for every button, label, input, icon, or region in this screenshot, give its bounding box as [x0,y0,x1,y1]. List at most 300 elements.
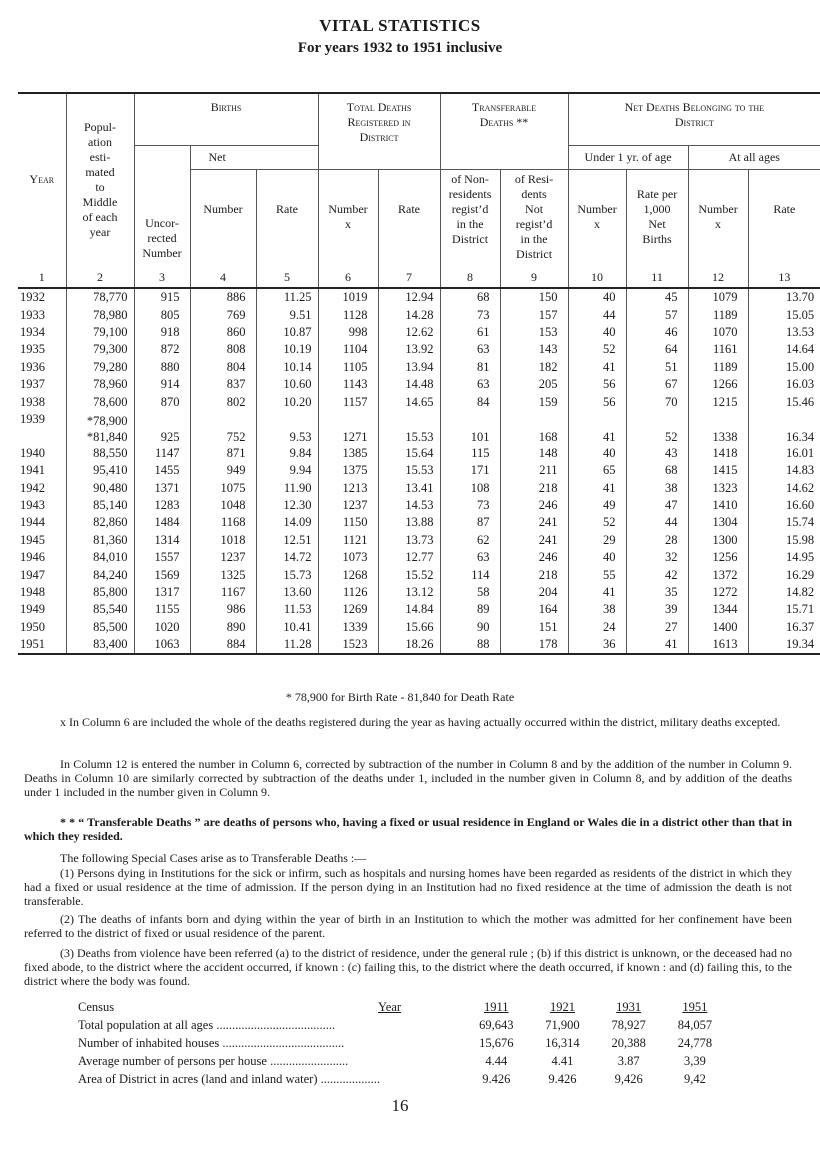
year-cell: 1942 [20,480,45,495]
under-1-rate-cell: 52 [626,411,688,445]
under-1-rate-cell: 41 [626,636,688,654]
birth-rate-cell: 9.53 [256,411,318,445]
table-row [18,514,820,531]
year-cell: 1948 [20,585,45,600]
census-value: 84,057 [677,1018,713,1032]
death-rate-cell: 13.41 [378,480,440,497]
death-rate-cell: 18.26 [378,636,440,654]
non-residents-cell: 89 [440,601,500,618]
birth-rate-cell: 10.19 [256,341,318,358]
uncorrected-births-cell: 1371 [134,480,190,497]
uncorrected-births-cell: 1063 [134,636,190,654]
death-rate-cell: 14.28 [378,306,440,323]
birth-rate-cell: 11.25 [256,288,318,306]
deaths-number-cell: 1105 [318,359,378,376]
all-ages-number-cell: 1418 [688,445,748,462]
net-births-number-cell: 808 [190,341,256,358]
residents-cell: 246 [500,497,568,514]
census-row [78,1034,728,1052]
census-value: 78,927 [611,1018,646,1032]
population-header: Popul- ation esti- mated to Middle of each year [66,93,134,265]
non-residents-cell: 62 [440,532,500,549]
under-1-number-cell: 49 [568,497,626,514]
population-cell: 78,600 [66,393,134,410]
under-1-number-header: Number x [568,169,626,265]
column-number: 5 [256,265,318,288]
all-ages-rate-cell: 14.64 [748,341,820,358]
census-row-label: Area of District in acres (land and inland water) ................... [78,1072,380,1086]
census-value: 3.87 [617,1054,640,1068]
census-value: 3,39 [683,1054,706,1068]
under-1-number-cell: 40 [568,549,626,566]
net-deaths-group-header: Net Deaths Belonging to the District [568,93,820,145]
year-cell: 1949 [20,602,45,617]
year-cell: 1939 [20,411,45,426]
population-cell: 78,960 [66,376,134,393]
under-1-rate-cell: 45 [626,288,688,306]
non-residents-cell: 108 [440,480,500,497]
residents-cell: 205 [500,376,568,393]
death-rate-cell: 13.12 [378,584,440,601]
table-row [18,497,820,514]
under-1-number-cell: 41 [568,584,626,601]
under-1-number-cell: 40 [568,288,626,306]
all-ages-number-cell: 1400 [688,619,748,636]
table-row [18,636,820,654]
uncorrected-births-cell: 1317 [134,584,190,601]
year-cell: 1934 [20,324,45,339]
population-cell: 85,540 [66,601,134,618]
column-number: 3 [134,265,190,288]
column-number: 8 [440,265,500,288]
net-births-number-cell: 949 [190,462,256,479]
net-births-number-cell: 804 [190,359,256,376]
deaths-number-cell: 1268 [318,566,378,583]
deaths-rate-header: Rate [378,169,440,265]
birth-rate-cell: 11.53 [256,601,318,618]
under-1-rate-cell: 32 [626,549,688,566]
residents-cell: 241 [500,514,568,531]
all-ages-rate-cell: 14.83 [748,462,820,479]
non-residents-cell: 58 [440,584,500,601]
population-death-rate-value: *81,840 [86,429,128,444]
under-1-number-cell: 52 [568,341,626,358]
deaths-number-cell: 1269 [318,601,378,618]
table-row [18,341,820,358]
uncorrected-births-cell: 805 [134,306,190,323]
under-1-header: Under 1 yr. of age [568,145,688,169]
all-ages-number-cell: 1079 [688,288,748,306]
non-residents-cell: 88 [440,636,500,654]
residents-cell: 150 [500,288,568,306]
all-ages-rate-cell: 14.62 [748,480,820,497]
table-row [18,359,820,376]
net-births-header: Net [190,145,318,169]
special-case-1: (1) Persons dying in Institutions for the sick or infirm, such as hospitals and nursing homes have been regarded as residents of the district in which they had a fixed or usual residence at the time of admission. If the person dying in an Institution had no fixed residence at the time of admission the death is not transferable. [24,866,792,908]
under-1-rate-cell: 43 [626,445,688,462]
census-row [78,1052,728,1070]
table-row [18,584,820,601]
uncorrected-births-cell: 914 [134,376,190,393]
all-ages-rate-cell: 16.01 [748,445,820,462]
census-value: 16,314 [545,1036,580,1050]
population-cell: 95,410 [66,462,134,479]
net-births-number-cell: 884 [190,636,256,654]
birth-rate-cell: 10.60 [256,376,318,393]
birth-rate-cell: 10.41 [256,619,318,636]
population-cell: 84,240 [66,566,134,583]
census-label: Census [78,1000,115,1014]
all-ages-number-cell: 1161 [688,341,748,358]
non-residents-cell: 87 [440,514,500,531]
death-rate-cell: 14.65 [378,393,440,410]
non-residents-cell: 81 [440,359,500,376]
death-rate-cell: 13.73 [378,532,440,549]
year-cell: 1937 [20,377,45,392]
birth-rate-cell: 9.51 [256,306,318,323]
census-header [78,998,463,1016]
census-value: 9.426 [548,1072,577,1086]
net-births-number-cell: 1048 [190,497,256,514]
under-1-rate-cell: 70 [626,393,688,410]
deaths-number-cell: 1157 [318,393,378,410]
deaths-number-cell: 1385 [318,445,378,462]
net-births-number-cell: 1075 [190,480,256,497]
population-cell: 79,100 [66,324,134,341]
all-ages-header: At all ages [688,145,820,169]
all-ages-number-cell: 1266 [688,376,748,393]
death-rate-cell: 13.88 [378,514,440,531]
all-ages-number-cell: 1215 [688,393,748,410]
birth-rate-cell: 9.84 [256,445,318,462]
non-residents-cell: 63 [440,341,500,358]
table-row [18,411,820,445]
table-row [18,324,820,341]
residents-not-registered-header: of Resi- dents Not regist’d in the District [500,169,568,265]
all-ages-number-cell: 1372 [688,566,748,583]
net-births-number-cell: 802 [190,393,256,410]
net-births-number-cell: 752 [190,411,256,445]
death-rate-cell: 15.53 [378,462,440,479]
special-cases-intro: The following Special Cases arise as to Transferable Deaths :— [60,851,367,865]
deaths-number-header: Number x [318,169,378,265]
all-ages-rate-cell: 16.03 [748,376,820,393]
residents-cell: 246 [500,549,568,566]
under-1-number-cell: 56 [568,393,626,410]
birth-rate-cell: 9.94 [256,462,318,479]
page-subtitle: For years 1932 to 1951 inclusive [297,40,503,56]
all-ages-number-cell: 1323 [688,480,748,497]
table-row [18,549,820,566]
non-residents-header: of Non- residents regist’d in the District [440,169,500,265]
deaths-number-cell: 1104 [318,341,378,358]
all-ages-number-cell: 1415 [688,462,748,479]
residents-cell: 218 [500,566,568,583]
all-ages-number-cell: 1613 [688,636,748,654]
all-ages-rate-cell: 15.98 [748,532,820,549]
residents-cell: 159 [500,393,568,410]
population-cell: 90,480 [66,480,134,497]
year-header: Year [18,93,66,265]
deaths-number-cell: 1271 [318,411,378,445]
population-cell [66,411,134,445]
deaths-number-cell: 1375 [318,462,378,479]
column-number-row [18,265,820,288]
under-1-rate-cell: 67 [626,376,688,393]
under-1-rate-cell: 57 [626,306,688,323]
census-row-label: Number of inhabited houses ....................................... [78,1036,345,1050]
residents-cell: 148 [500,445,568,462]
under-1-rate-cell: 46 [626,324,688,341]
census-header-row [78,998,728,1016]
population-cell: 79,300 [66,341,134,358]
under-1-rate-cell: 51 [626,359,688,376]
all-ages-number-cell: 1410 [688,497,748,514]
non-residents-cell: 73 [440,497,500,514]
birth-rate-cell: 12.30 [256,497,318,514]
census-row-label: Total population at all ages ...................................... [78,1018,336,1032]
year-cell: 1933 [20,307,45,322]
census-value: 9.426 [482,1072,511,1086]
all-ages-rate-cell: 15.05 [748,306,820,323]
non-residents-cell: 101 [440,411,500,445]
all-ages-number-cell: 1304 [688,514,748,531]
residents-cell: 151 [500,619,568,636]
census-year: 1931 [616,1000,642,1014]
under-1-number-cell: 29 [568,532,626,549]
population-cell: 78,980 [66,306,134,323]
table-row [18,288,820,306]
residents-cell: 153 [500,324,568,341]
under-1-rate-cell: 68 [626,462,688,479]
table-row [18,532,820,549]
under-1-number-cell: 38 [568,601,626,618]
vital-statistics-table [18,92,820,655]
table-row [18,462,820,479]
death-rate-cell: 13.94 [378,359,440,376]
uncorrected-births-cell: 925 [134,411,190,445]
column-number: 2 [66,265,134,288]
all-ages-number-cell: 1189 [688,359,748,376]
net-births-number-cell: 1018 [190,532,256,549]
all-ages-rate-cell: 16.29 [748,566,820,583]
non-residents-cell: 68 [440,288,500,306]
deaths-number-cell: 1073 [318,549,378,566]
population-cell: 81,360 [66,532,134,549]
all-ages-rate-header: Rate [748,169,820,265]
under-1-number-cell: 41 [568,480,626,497]
all-ages-rate-cell: 16.34 [748,411,820,445]
census-value: 9,426 [614,1072,643,1086]
under-1-number-cell: 55 [568,566,626,583]
deaths-number-cell: 1143 [318,376,378,393]
census-value: 4.41 [551,1054,574,1068]
uncorrected-births-cell: 1455 [134,462,190,479]
under-1-number-cell: 65 [568,462,626,479]
population-cell: 88,550 [66,445,134,462]
year-cell: 1935 [20,342,45,357]
table-row [18,566,820,583]
column-6-note: x In Column 6 are included the whole of the deaths registered during the year as having actually occurred within the district, military deaths excepted. [60,715,781,729]
under-1-number-cell: 52 [568,514,626,531]
all-ages-rate-cell: 15.00 [748,359,820,376]
net-births-number-cell: 986 [190,601,256,618]
census-table [78,998,728,1088]
table-row [18,619,820,636]
population-cell: 84,010 [66,549,134,566]
non-residents-cell: 171 [440,462,500,479]
census-value: 24,778 [677,1036,713,1050]
under-1-rate-cell: 39 [626,601,688,618]
death-rate-cell: 14.53 [378,497,440,514]
all-ages-number-cell: 1256 [688,549,748,566]
net-births-number-cell: 1237 [190,549,256,566]
net-births-number-cell: 871 [190,445,256,462]
uncorrected-number-header: Uncor- rected Number [134,145,190,265]
all-ages-number-cell: 1300 [688,532,748,549]
year-cell: 1932 [20,290,45,305]
birth-rate-cell: 10.20 [256,393,318,410]
table-row [18,393,820,410]
under-1-rate-header: Rate per 1,000 Net Births [626,169,688,265]
uncorrected-births-cell: 1569 [134,566,190,583]
death-rate-cell: 14.48 [378,376,440,393]
year-cell: 1941 [20,463,45,478]
death-rate-cell: 14.84 [378,601,440,618]
year-cell: 1950 [20,619,45,634]
all-ages-number-cell: 1189 [688,306,748,323]
census-value: 9,42 [683,1072,706,1086]
under-1-number-cell: 40 [568,324,626,341]
under-1-rate-cell: 47 [626,497,688,514]
under-1-number-cell: 41 [568,411,626,445]
column-number: 12 [688,265,748,288]
year-cell: 1944 [20,515,45,530]
death-rate-cell: 12.62 [378,324,440,341]
all-ages-number-header: Number x [688,169,748,265]
residents-cell: 241 [500,532,568,549]
column-number: 6 [318,265,378,288]
table-row [18,306,820,323]
death-rate-cell: 15.53 [378,411,440,445]
census-value: 4.44 [485,1054,508,1068]
deaths-number-cell: 1128 [318,306,378,323]
death-rate-cell: 15.52 [378,566,440,583]
net-births-number-cell: 860 [190,324,256,341]
all-ages-rate-cell: 15.46 [748,393,820,410]
uncorrected-births-cell: 1283 [134,497,190,514]
census-row [78,1070,728,1088]
census-value: 20,388 [611,1036,646,1050]
under-1-rate-cell: 44 [626,514,688,531]
under-1-rate-cell: 28 [626,532,688,549]
net-births-number-cell: 1167 [190,584,256,601]
deaths-number-cell: 1150 [318,514,378,531]
special-case-2: (2) The deaths of infants born and dying within the year of birth in an Institution to which the mother was admitted for her confinement have been referred to the district of fixed or usual residence of the parent. [24,912,792,940]
all-ages-number-cell: 1272 [688,584,748,601]
year-cell: 1936 [20,359,45,374]
all-ages-number-cell: 1344 [688,601,748,618]
page-number: 16 [391,1096,409,1115]
non-residents-cell: 114 [440,566,500,583]
column-number: 7 [378,265,440,288]
table-row [18,480,820,497]
population-cell: 85,500 [66,619,134,636]
year-cell: 1947 [20,567,45,582]
year-cell: 1940 [20,445,45,460]
column-number: 10 [568,265,626,288]
net-births-number-cell: 837 [190,376,256,393]
column-number: 9 [500,265,568,288]
all-ages-rate-cell: 16.60 [748,497,820,514]
births-number-header: Number [190,169,256,265]
population-cell: 83,400 [66,636,134,654]
column-number: 13 [748,265,820,288]
residents-cell: 157 [500,306,568,323]
residents-cell: 168 [500,411,568,445]
residents-cell: 182 [500,359,568,376]
deaths-number-cell: 1237 [318,497,378,514]
transferable-deaths-definition: * * “ Transferable Deaths ” are deaths of persons who, having a fixed or usual residence in England or Wales die in a district other than that in which they resided. [24,815,792,843]
census-year: 1921 [549,1000,575,1014]
non-residents-cell: 63 [440,549,500,566]
birth-rate-cell: 14.72 [256,549,318,566]
all-ages-rate-cell: 13.53 [748,324,820,341]
special-case-3: (3) Deaths from violence have been referred (a) to the district of residence, under the general rule ; (b) if this district is unknown, or the deceased had no fixed abode, to the district where the accident occurred, if known : (c) failing this, to the district where the death occurred, if known : and (d) failing this, to the district where the body was found. [24,946,792,988]
population-cell: 78,770 [66,288,134,306]
under-1-number-cell: 56 [568,376,626,393]
under-1-rate-cell: 35 [626,584,688,601]
population-cell: 85,800 [66,584,134,601]
population-cell: 79,280 [66,359,134,376]
table-row [18,376,820,393]
residents-cell: 204 [500,584,568,601]
uncorrected-births-cell: 1020 [134,619,190,636]
non-residents-cell: 61 [440,324,500,341]
census-year: 1951 [682,1000,708,1014]
year-cell: 1945 [20,532,45,547]
residents-cell: 211 [500,462,568,479]
net-births-number-cell: 886 [190,288,256,306]
non-residents-cell: 84 [440,393,500,410]
birth-rate-cell: 13.60 [256,584,318,601]
residents-cell: 164 [500,601,568,618]
birth-rate-cell: 11.28 [256,636,318,654]
residents-cell: 178 [500,636,568,654]
table-row [18,445,820,462]
year-cell: 1938 [20,394,45,409]
uncorrected-births-cell: 1155 [134,601,190,618]
population-footnote: * 78,900 for Birth Rate - 81,840 for Death Rate [285,690,515,704]
census-value: 15,676 [479,1036,514,1050]
total-deaths-group-header: Total Deaths Registered in District [318,93,440,169]
uncorrected-births-cell: 872 [134,341,190,358]
all-ages-number-cell: 1338 [688,411,748,445]
birth-rate-cell: 10.87 [256,324,318,341]
all-ages-rate-cell: 15.71 [748,601,820,618]
transferable-deaths-group-header: Transferable Deaths ** [440,93,568,169]
birth-rate-cell: 15.73 [256,566,318,583]
uncorrected-births-cell: 915 [134,288,190,306]
under-1-number-cell: 44 [568,306,626,323]
death-rate-cell: 15.64 [378,445,440,462]
death-rate-cell: 15.66 [378,619,440,636]
population-cell: 85,140 [66,497,134,514]
deaths-number-cell: 1523 [318,636,378,654]
year-cell: 1946 [20,550,45,565]
deaths-number-cell: 1121 [318,532,378,549]
non-residents-cell: 90 [440,619,500,636]
